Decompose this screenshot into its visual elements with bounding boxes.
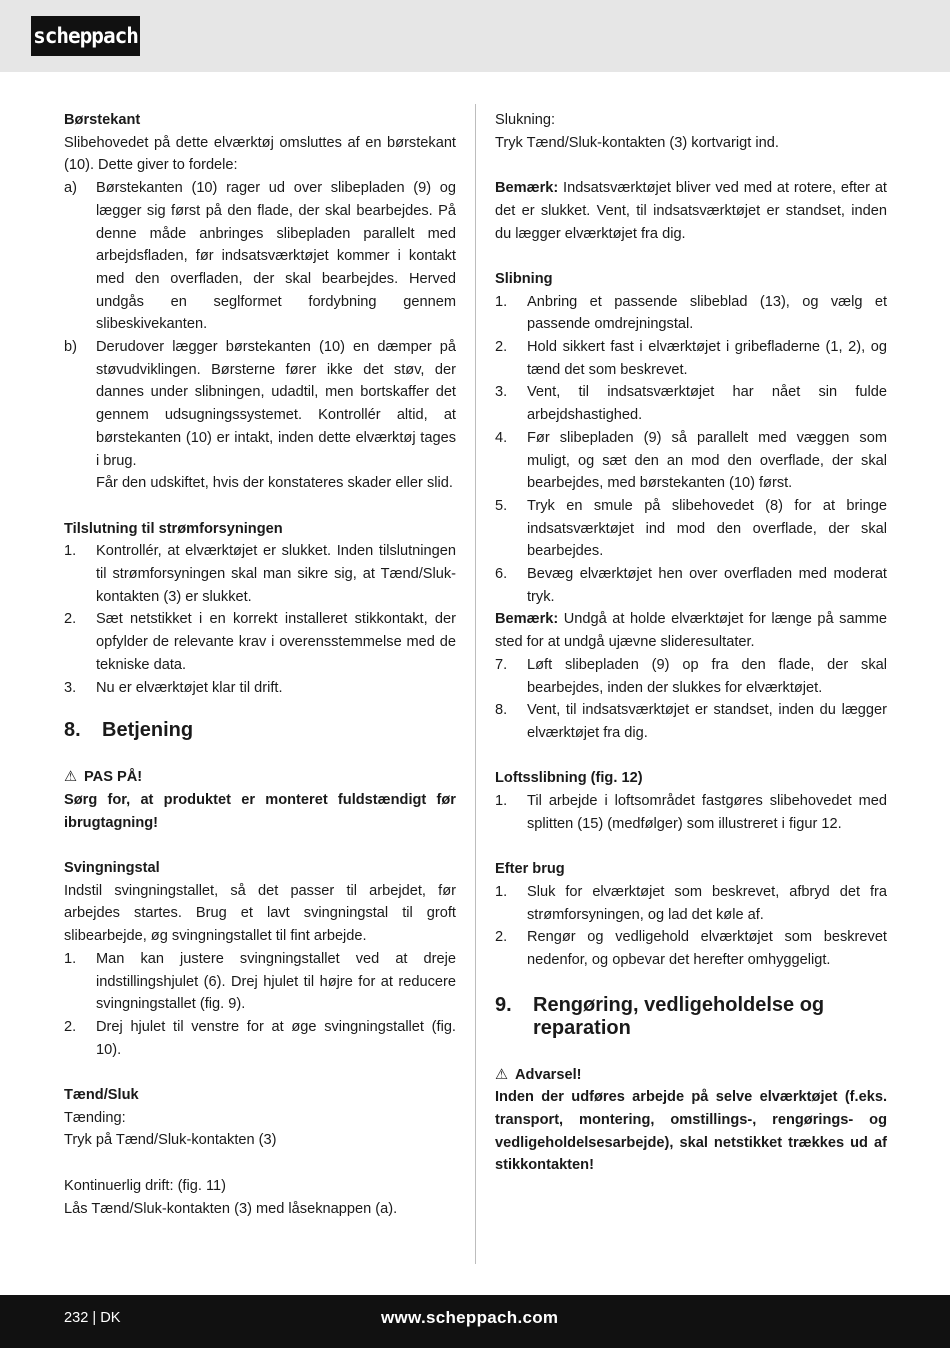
list-item <box>495 926 887 971</box>
list-item <box>495 790 887 835</box>
section-number: 9. <box>495 993 512 1016</box>
section-heading-8 <box>64 719 456 742</box>
list-marker: 5. <box>495 497 508 514</box>
list-item <box>64 608 456 676</box>
heading-ceiling: Loftsslibning (fig. 12) <box>495 770 643 787</box>
note-text: Undgå at holde elværktøjet for længe på samme sted for at undgå ujævne slideresultater. <box>495 611 887 651</box>
list-marker: a) <box>64 180 77 197</box>
page-number: 232 | DK <box>64 1310 121 1326</box>
warning-title: Advarsel! <box>515 1066 582 1083</box>
list-item <box>495 881 887 926</box>
page-header <box>0 0 950 72</box>
caution-heading <box>64 766 456 789</box>
warning-heading <box>495 1064 887 1087</box>
section-heading-9 <box>495 994 887 1040</box>
website-link[interactable]: www.scheppach.com <box>381 1308 559 1327</box>
list-item <box>64 540 456 608</box>
caution-title: PAS PÅ! <box>84 769 143 786</box>
list-marker: 1. <box>495 293 508 310</box>
list-item <box>495 699 887 744</box>
list-text: Før slibepladen (9) så parallelt med væggen som muligt, og sæt den an mod den overflade, der skal bearbejdes, med børstekanten (10) først. <box>527 429 887 492</box>
list-text: Løft slibepladen (9) op fra den flade, der skal bearbejdes, inden der slukkes for elværktøjet. <box>527 656 887 696</box>
list-text: Sluk for elværktøjet som beskrevet, afbryd det fra strømforsyningen, og lad det køle af. <box>527 883 887 923</box>
caution-text: Sørg for, at produktet er monteret fuldstændigt før ibrugtagning! <box>64 791 456 831</box>
column-divider <box>475 104 476 1264</box>
list-text: Vent, til indsatsværktøjet har nået sin fulde arbejdshastighed. <box>527 384 887 424</box>
left-column <box>64 109 456 1220</box>
list-marker: 3. <box>495 384 508 401</box>
heading-burstekant: Børstekant <box>64 112 141 128</box>
onoff-line: Tryk på Tænd/Sluk-kontakten (3) <box>64 1132 277 1149</box>
list-text: Tryk en smule på slibehovedet (8) for at bringe indsatsværktøjet ind mod den overflade, der skal bearbejdes. <box>527 497 887 560</box>
list-marker: 2. <box>495 929 508 946</box>
list-marker: 1. <box>64 950 77 967</box>
list-marker: 7. <box>495 656 508 673</box>
list-item <box>495 563 887 608</box>
list-text: Derudover lægger børstekanten (10) en dæmper på støvudviklingen. Børsterne fører ikke det støv, der dannes under slibningen, udadtil, men bortskaffer det gennem udsugningssystemet. Kontrollér altid, at børstekanten (10) er intakt, inden dette elværktøj tages i brug. <box>96 339 456 469</box>
page-footer <box>0 1295 950 1348</box>
heading-after-use: Efter brug <box>495 861 565 878</box>
list-text: Kontrollér, at elværktøjet er slukket. Inden tilslutningen til strømforsyningen skal man sikre sig, at Tænd/Sluk-kontakten (3) er slukket. <box>96 543 456 605</box>
list-marker: 2. <box>495 339 508 355</box>
list-item <box>495 336 887 381</box>
list-item <box>64 1016 456 1061</box>
burstekant-intro: Slibehovedet på dette elværktøj omsluttes af en børstekant (10). Dette giver to fordele: <box>64 134 456 174</box>
list-text: Børstekanten (10) rager ud over slibepladen (9) og lægger sig først på den flade, der skal bearbejdes. På denne måde anbringes slibepladen parallelt med arbejdsfladen, før indsatsværktøjet kommer i kontakt med den overfladen, der skal bearbejdes. Herved undgås en seglformet fordybning gennem slibeskivekanten. <box>96 180 456 333</box>
heading-power: Tilslutning til strømforsyningen <box>64 520 283 537</box>
list-marker: 4. <box>495 429 508 446</box>
list-text: Bevæg elværktøjet hen over overfladen med moderat tryk. <box>527 566 887 605</box>
list-marker: 6. <box>495 566 508 583</box>
section-title: Rengøring, vedligeholdelse og reparation <box>533 993 825 1039</box>
list-item <box>495 654 887 699</box>
list-text: Til arbejde i loftsområdet fastgøres slibehovedet med splitten (15) (medfølger) som illustreret i figur 12. <box>527 793 887 832</box>
list-marker: 3. <box>64 679 77 696</box>
list-item <box>495 427 887 495</box>
speed-intro: Indstil svingningstallet, så det passer til arbejdet, før arbejdes startes. Brug et lavt svingningstal til groft slibearbejde, øg svingningstallet til fint arbejde. <box>64 882 456 945</box>
list-text: Anbring et passende slibeblad (13), og vælg et passende omdrejningstal. <box>527 293 887 333</box>
list-item <box>495 495 887 563</box>
note-label: Bemærk: <box>495 180 559 197</box>
list-text: Rengør og vedligehold elværktøjet som beskrevet nedenfor, og opbevar det herefter omhyggeligt. <box>527 929 887 968</box>
list-item <box>495 291 887 336</box>
list-marker: b) <box>64 339 77 356</box>
list-text: Vent, til indsatsværktøjet er standset, inden du lægger elværktøjet fra dig. <box>527 702 887 741</box>
heading-sanding: Slibning <box>495 270 553 287</box>
section-number: 8. <box>64 719 81 742</box>
onoff-line: Lås Tænd/Sluk-kontakten (3) med låseknappen (a). <box>64 1200 398 1217</box>
off-line: Slukning: <box>495 112 556 128</box>
list-item <box>64 948 456 1016</box>
warning-text: Inden der udføres arbejde på selve elværktøjet (f.eks. transport, montering, omstillings-, rengørings- og vedligeholdelsesarbejde), skal netstikket trækkes ud af stikkontakten! <box>495 1089 887 1174</box>
list-text: Man kan justere svingningstallet ved at dreje indstillingshjulet (6). Drej hjulet til højre for at reducere svingningstallet (fig. 9). <box>96 950 456 1013</box>
list-item <box>64 677 456 700</box>
list-marker: 1. <box>495 793 508 810</box>
list-marker: 2. <box>64 1018 77 1035</box>
list-marker: 1. <box>495 883 508 900</box>
heading-onoff: Tænd/Sluk <box>64 1087 139 1104</box>
list-item <box>495 381 887 426</box>
warning-icon: ⚠ <box>495 1066 509 1083</box>
list-item <box>64 177 456 336</box>
list-marker: 2. <box>64 611 77 628</box>
note-label: Bemærk: <box>495 611 559 628</box>
scheppach-logo: scheppach <box>31 16 140 56</box>
list-text: Nu er elværktøjet klar til drift. <box>96 679 283 696</box>
list-text: Hold sikkert fast i elværktøjet i gribefladerne (1, 2), og tænd det som beskrevet. <box>527 339 887 378</box>
list-text: Sæt netstikket i en korrekt installeret stikkontakt, der opfylder de relevante krav i overensstemmelse med de tekniske data. <box>96 611 456 673</box>
onoff-line: Kontinuerlig drift: (fig. 11) <box>64 1177 226 1194</box>
right-column <box>495 109 887 1177</box>
list-marker: 1. <box>64 543 77 560</box>
list-text: Drej hjulet til venstre for at øge svingningstallet (fig. 10). <box>96 1018 456 1058</box>
sanding-note <box>495 608 887 653</box>
off-line: Tryk Tænd/Sluk-kontakten (3) kortvarigt ind. <box>495 134 779 151</box>
section-title: Betjening <box>102 719 194 742</box>
list-item <box>64 336 456 472</box>
onoff-line: Tænding: <box>64 1109 126 1126</box>
list-marker: 8. <box>495 702 508 719</box>
heading-speed: Svingningstal <box>64 860 160 877</box>
burstekant-extra: Får den udskiftet, hvis der konstateres skader eller slid. <box>96 475 453 492</box>
note-text: Indsatsværktøjet bliver ved med at rotere, efter at det er slukket. Vent, til indsatsværktøjet er standset, inden du lægger elværktøjet fra dig. <box>495 180 887 242</box>
warning-icon: ⚠ <box>64 769 78 786</box>
off-note <box>495 177 887 245</box>
